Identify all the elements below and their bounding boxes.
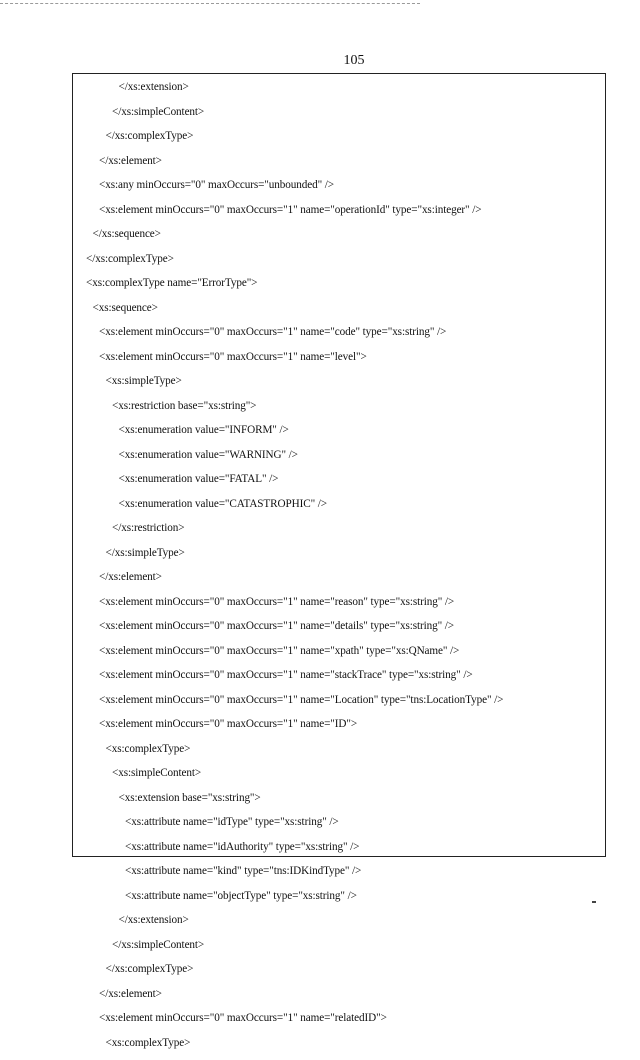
scan-edge-line [0, 3, 420, 4]
code-line: <xs:element minOccurs="0" maxOccurs="1" name="code" type="xs:string" /> [73, 325, 605, 350]
code-line: <xs:element minOccurs="0" maxOccurs="1" name="xpath" type="xs:QName" /> [73, 644, 605, 669]
code-listing-box [72, 73, 606, 857]
code-line: <xs:complexType name="ErrorType"> [73, 276, 605, 301]
scan-mark [592, 901, 596, 903]
code-line: <xs:attribute name="idAuthority" type="xs:string" /> [73, 840, 605, 865]
code-line: </xs:element> [73, 987, 605, 1012]
code-line: </xs:complexType> [73, 129, 605, 154]
code-line: <xs:attribute name="idType" type="xs:string" /> [73, 815, 605, 840]
code-line: </xs:element> [73, 570, 605, 595]
code-line: <xs:element minOccurs="0" maxOccurs="1" name="Location" type="tns:LocationType" /> [73, 693, 605, 718]
code-line: <xs:element minOccurs="0" maxOccurs="1" name="details" type="xs:string" /> [73, 619, 605, 644]
code-line: </xs:sequence> [73, 227, 605, 252]
page-number: 105 [0, 53, 640, 69]
code-line: <xs:extension base="xs:string"> [73, 791, 605, 816]
code-line: <xs:complexType> [73, 1036, 605, 1060]
code-line: </xs:complexType> [73, 962, 605, 987]
code-listing [73, 80, 605, 1060]
code-line: <xs:sequence> [73, 301, 605, 326]
code-line: <xs:element minOccurs="0" maxOccurs="1" name="reason" type="xs:string" /> [73, 595, 605, 620]
code-line: <xs:restriction base="xs:string"> [73, 399, 605, 424]
code-line: </xs:restriction> [73, 521, 605, 546]
code-line: </xs:simpleContent> [73, 938, 605, 963]
code-line: </xs:simpleType> [73, 546, 605, 571]
code-line: <xs:element minOccurs="0" maxOccurs="1" name="level"> [73, 350, 605, 375]
code-line: <xs:simpleContent> [73, 766, 605, 791]
code-line: </xs:simpleContent> [73, 105, 605, 130]
code-line: <xs:element minOccurs="0" maxOccurs="1" name="operationId" type="xs:integer" /> [73, 203, 605, 228]
code-line: <xs:simpleType> [73, 374, 605, 399]
code-line: <xs:enumeration value="CATASTROPHIC" /> [73, 497, 605, 522]
code-line: <xs:enumeration value="WARNING" /> [73, 448, 605, 473]
code-line: <xs:element minOccurs="0" maxOccurs="1" name="relatedID"> [73, 1011, 605, 1036]
code-line: <xs:attribute name="kind" type="tns:IDKindType" /> [73, 864, 605, 889]
code-line: </xs:complexType> [73, 252, 605, 277]
code-line: <xs:enumeration value="FATAL" /> [73, 472, 605, 497]
code-line: <xs:any minOccurs="0" maxOccurs="unbounded" /> [73, 178, 605, 203]
code-line: </xs:extension> [73, 80, 605, 105]
code-line: <xs:enumeration value="INFORM" /> [73, 423, 605, 448]
code-line: <xs:attribute name="objectType" type="xs:string" /> [73, 889, 605, 914]
code-line: <xs:element minOccurs="0" maxOccurs="1" name="ID"> [73, 717, 605, 742]
code-line: </xs:element> [73, 154, 605, 179]
code-line: <xs:complexType> [73, 742, 605, 767]
code-line: <xs:element minOccurs="0" maxOccurs="1" name="stackTrace" type="xs:string" /> [73, 668, 605, 693]
code-line: </xs:extension> [73, 913, 605, 938]
